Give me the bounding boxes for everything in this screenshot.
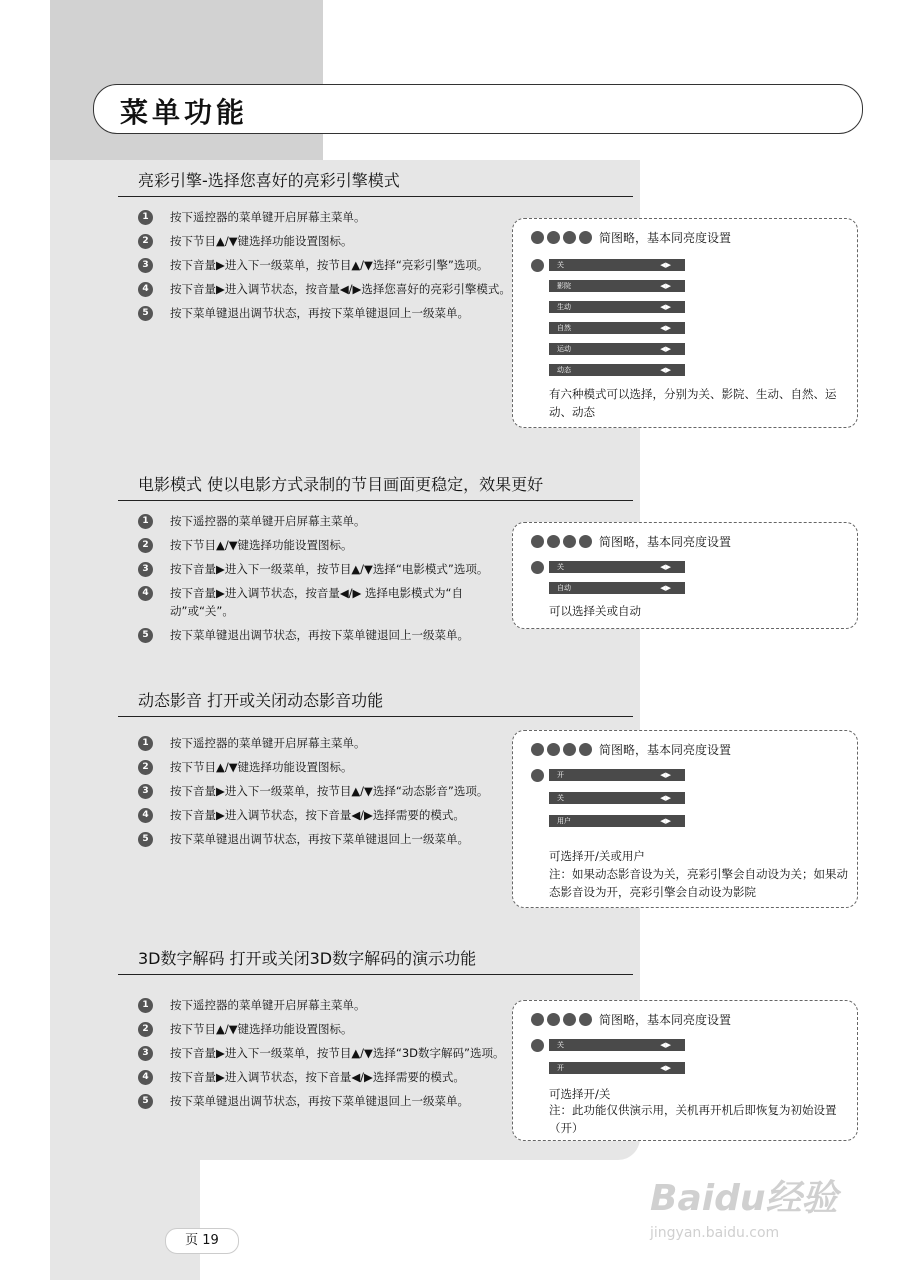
step-number-badge: 5	[138, 306, 153, 321]
arrow-icon: ◀▶	[660, 1064, 671, 1072]
step-item: 3 按下音量▶进入下一级菜单，按节目▲/▼选择“动态影音”选项。	[138, 782, 518, 800]
step-4-icon	[531, 259, 544, 272]
option-bar: 影院 ◀▶	[549, 280, 685, 292]
step-number-badge: 5	[138, 628, 153, 643]
panel-note-detail: 注：此功能仅供演示用，关机再开机后即恢复为初始设置（开）	[549, 1103, 837, 1135]
step-item: 4 按下音量▶进入调节状态，按音量◀/▶选择您喜好的亮彩引擎模式。	[138, 280, 518, 298]
step-dots-icon	[531, 535, 592, 548]
option-bar: 运动 ◀▶	[549, 343, 685, 355]
step-number-badge: 4	[138, 586, 153, 601]
step-number-badge: 2	[138, 234, 153, 249]
step-number-badge: 3	[138, 258, 153, 273]
step-item: 3 按下音量▶进入下一级菜单，按节目▲/▼选择“亮彩引擎”选项。	[138, 256, 518, 274]
menu-preview-panel	[512, 1000, 858, 1141]
arrow-icon: ◀▶	[660, 324, 671, 332]
page-title: 菜单功能	[120, 96, 249, 129]
option-bar: 关 ◀▶	[549, 259, 685, 271]
step-item: 2 按下节目▲/▼键选择功能设置图标。	[138, 1020, 518, 1038]
step-item: 4 按下音量▶进入调节状态，按下音量◀/▶选择需要的模式。	[138, 806, 518, 824]
panel-header: 简图略，基本同亮度设置	[531, 1011, 731, 1028]
step-item: 3 按下音量▶进入下一级菜单，按节目▲/▼选择“3D数字解码”选项。	[138, 1044, 518, 1062]
step-number-badge: 2	[138, 538, 153, 553]
step-dots-icon	[531, 1013, 592, 1026]
step-dots-icon	[531, 743, 592, 756]
step-number-badge: 3	[138, 562, 153, 577]
panel-note: 可以选择关或自动	[549, 604, 641, 618]
step-item: 1 按下遥控器的菜单键开启屏幕主菜单。	[138, 996, 518, 1014]
section-heading: 电影模式 使以电影方式录制的节目画面更稳定，效果更好	[118, 470, 633, 501]
step-number-badge: 1	[138, 514, 153, 529]
arrow-icon: ◀▶	[660, 282, 671, 290]
step-dots-icon	[531, 231, 592, 244]
watermark	[650, 1170, 860, 1241]
arrow-icon: ◀▶	[660, 584, 671, 592]
arrow-icon: ◀▶	[660, 261, 671, 269]
steps-list	[138, 208, 518, 328]
section-dynamic-av	[118, 686, 633, 717]
option-bar: 关 ◀▶	[549, 1039, 685, 1051]
option-bar: 开 ◀▶	[549, 769, 685, 781]
panel-header: 简图略，基本同亮度设置	[531, 533, 731, 550]
step-number-badge: 1	[138, 736, 153, 751]
arrow-icon: ◀▶	[660, 817, 671, 825]
step-number-badge: 4	[138, 808, 153, 823]
option-bar: 生动 ◀▶	[549, 301, 685, 313]
arrow-icon: ◀▶	[660, 794, 671, 802]
watermark-brand: Baidu经验	[650, 1178, 838, 1219]
step-4-icon	[531, 1039, 544, 1052]
steps-list	[138, 996, 518, 1116]
step-item: 5 按下菜单键退出调节状态，再按下菜单键退回上一级菜单。	[138, 304, 518, 322]
step-number-badge: 5	[138, 832, 153, 847]
section-heading: 亮彩引擎-选择您喜好的亮彩引擎模式	[118, 166, 633, 197]
step-number-badge: 1	[138, 210, 153, 225]
step-item: 2 按下节目▲/▼键选择功能设置图标。	[138, 232, 518, 250]
step-item: 2 按下节目▲/▼键选择功能设置图标。	[138, 758, 518, 776]
panel-note-detail: 注：如果动态影音设为关，亮彩引擎会自动设为关；如果动态影音设为开，亮彩引擎会自动设为影院	[549, 867, 848, 899]
page-number: 页 19	[165, 1228, 239, 1254]
step-number-badge: 3	[138, 1046, 153, 1061]
panel-note: 有六种模式可以选择，分别为关、影院、生动、自然、运动、动态	[549, 387, 837, 419]
footer-gray-strip	[50, 1160, 200, 1280]
step-item: 3 按下音量▶进入下一级菜单，按节目▲/▼选择“电影模式”选项。	[138, 560, 518, 578]
step-number-badge: 5	[138, 1094, 153, 1109]
arrow-icon: ◀▶	[660, 563, 671, 571]
option-bar: 自动 ◀▶	[549, 582, 685, 594]
step-number-badge: 1	[138, 998, 153, 1013]
arrow-icon: ◀▶	[660, 366, 671, 374]
header-gray-bar	[50, 0, 323, 160]
option-bar: 用户 ◀▶	[549, 815, 685, 827]
section-brightness-engine	[118, 166, 633, 197]
step-number-badge: 4	[138, 1070, 153, 1085]
section-heading: 动态影音 打开或关闭动态影音功能	[118, 686, 633, 717]
step-number-badge: 4	[138, 282, 153, 297]
panel-header: 简图略，基本同亮度设置	[531, 229, 731, 246]
page-title-box	[93, 84, 863, 134]
option-bar: 关 ◀▶	[549, 792, 685, 804]
steps-list	[138, 512, 518, 650]
steps-list	[138, 734, 518, 854]
arrow-icon: ◀▶	[660, 303, 671, 311]
step-item: 1 按下遥控器的菜单键开启屏幕主菜单。	[138, 734, 518, 752]
step-4-icon	[531, 769, 544, 782]
section-movie-mode	[118, 470, 633, 501]
panel-note: 可选择开/关	[549, 1087, 611, 1101]
step-item: 5 按下菜单键退出调节状态，再按下菜单键退回上一级菜单。	[138, 626, 518, 644]
panel-header: 简图略，基本同亮度设置	[531, 741, 731, 758]
option-bar: 动态 ◀▶	[549, 364, 685, 376]
menu-preview-panel	[512, 522, 858, 629]
step-item: 5 按下菜单键退出调节状态，再按下菜单键退回上一级菜单。	[138, 1092, 518, 1110]
step-item: 4 按下音量▶进入调节状态，按音量◀/▶ 选择电影模式为“自动”或“关”。	[138, 584, 518, 620]
menu-preview-panel	[512, 730, 858, 908]
section-heading: 3D数字解码 打开或关闭3D数字解码的演示功能	[118, 944, 633, 975]
option-bar: 自然 ◀▶	[549, 322, 685, 334]
step-number-badge: 3	[138, 784, 153, 799]
watermark-url: jingyan.baidu.com	[650, 1225, 780, 1241]
menu-preview-panel	[512, 218, 858, 428]
panel-note: 可选择开/关或用户	[549, 849, 645, 863]
option-bar: 关 ◀▶	[549, 561, 685, 573]
section-3d-decoding	[118, 944, 633, 975]
arrow-icon: ◀▶	[660, 345, 671, 353]
step-number-badge: 2	[138, 760, 153, 775]
step-4-icon	[531, 561, 544, 574]
step-item: 2 按下节目▲/▼键选择功能设置图标。	[138, 536, 518, 554]
arrow-icon: ◀▶	[660, 771, 671, 779]
step-item: 1 按下遥控器的菜单键开启屏幕主菜单。	[138, 512, 518, 530]
arrow-icon: ◀▶	[660, 1041, 671, 1049]
option-bar: 开 ◀▶	[549, 1062, 685, 1074]
step-item: 1 按下遥控器的菜单键开启屏幕主菜单。	[138, 208, 518, 226]
step-number-badge: 2	[138, 1022, 153, 1037]
step-item: 4 按下音量▶进入调节状态，按下音量◀/▶选择需要的模式。	[138, 1068, 518, 1086]
step-item: 5 按下菜单键退出调节状态，再按下菜单键退回上一级菜单。	[138, 830, 518, 848]
